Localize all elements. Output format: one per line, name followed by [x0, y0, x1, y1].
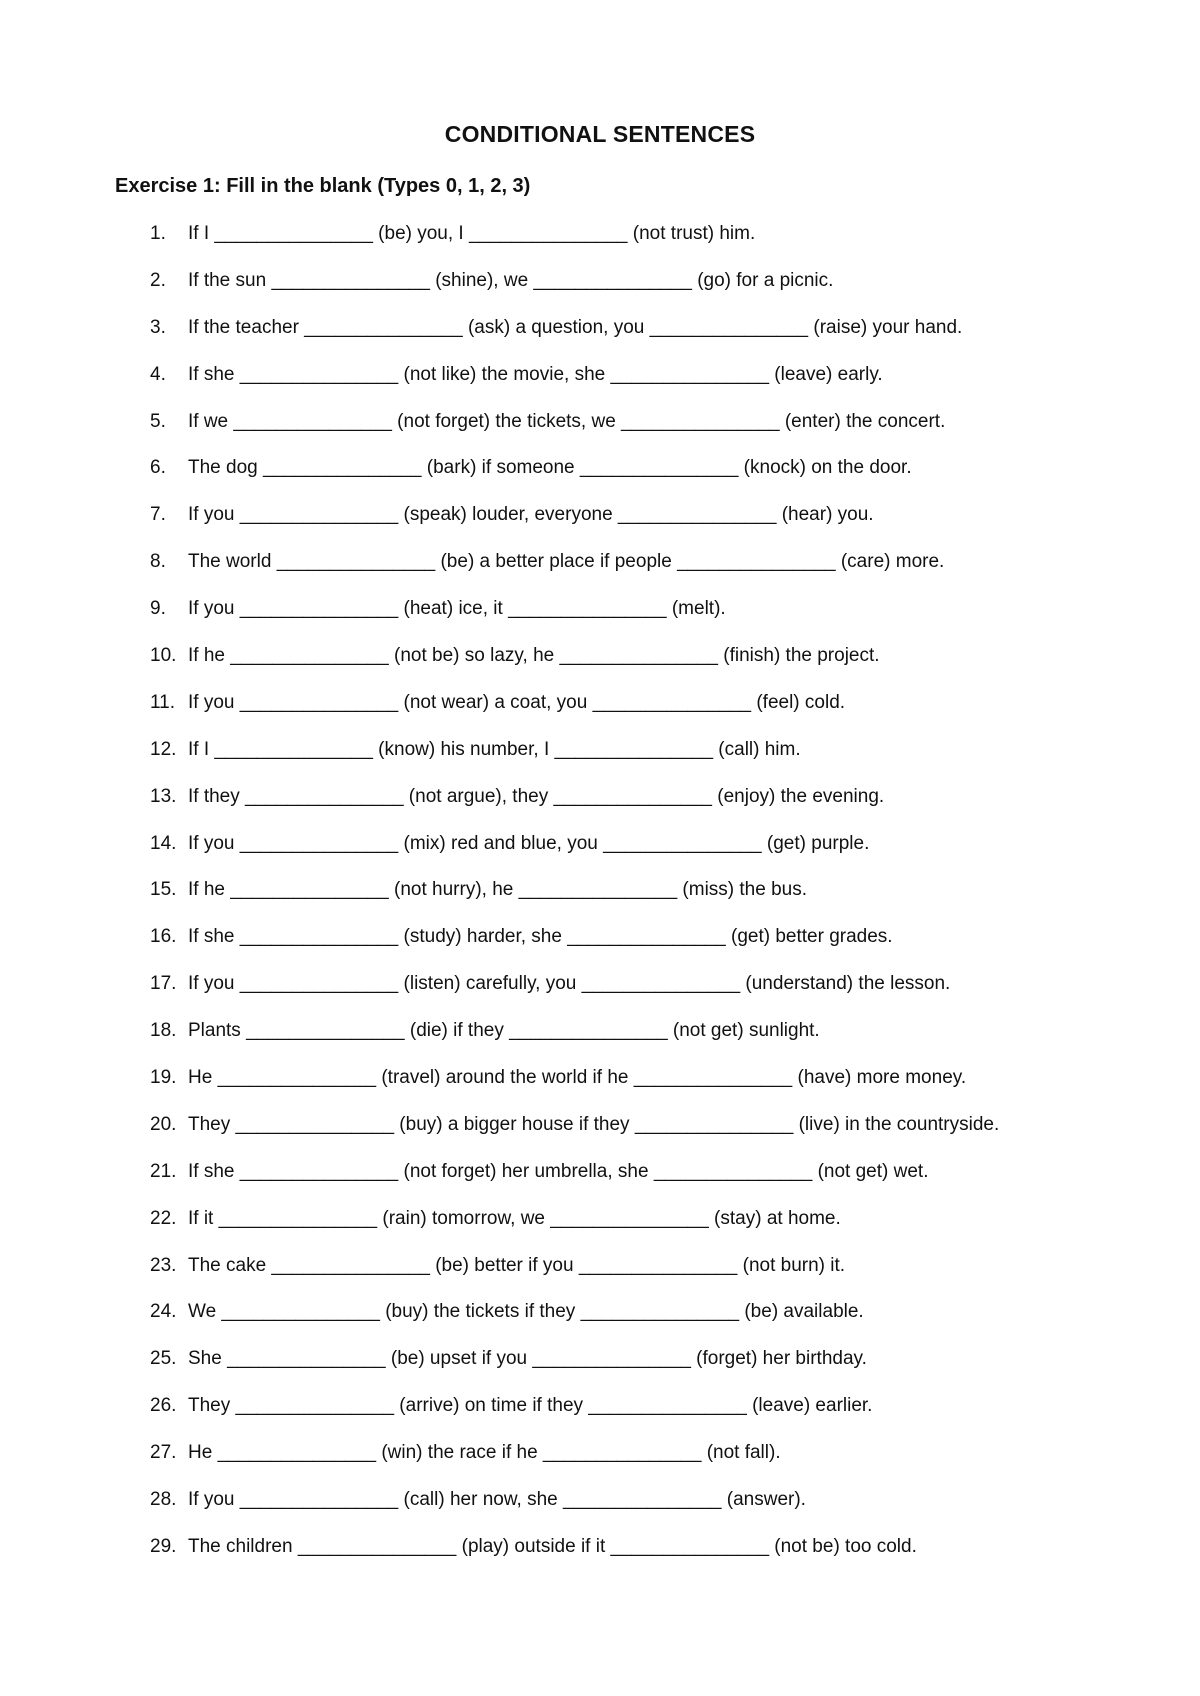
- exercise-item-number: 16.: [150, 926, 177, 948]
- exercise-item-number: 9.: [150, 598, 166, 620]
- exercise-item-number: 12.: [150, 738, 177, 760]
- exercise-item-text: If she _______________ (not forget) her umbrella, she _______________ (not get) wet.: [188, 1160, 929, 1182]
- exercise-item-number: 18.: [150, 1020, 177, 1042]
- exercise-item-text: If you _______________ (heat) ice, it _______________ (melt).: [188, 598, 726, 620]
- exercise-item-text: If she _______________ (study) harder, she _______________ (get) better grades.: [188, 926, 893, 948]
- exercise-item-text: He _______________ (win) the race if he _______________ (not fall).: [188, 1442, 781, 1464]
- exercise-item-number: 7.: [150, 504, 166, 526]
- exercise-item-number: 23.: [150, 1254, 177, 1276]
- exercise-item-text: The cake _______________ (be) better if you _______________ (not burn) it.: [188, 1254, 846, 1276]
- exercise-item-text: They _______________ (buy) a bigger house if they _______________ (live) in the countryside.: [188, 1113, 1000, 1135]
- exercise-item-number: 13.: [150, 785, 177, 807]
- exercise-item-text: If I _______________ (be) you, I _______________ (not trust) him.: [188, 223, 756, 244]
- exercise-item-text: The dog _______________ (bark) if someone _______________ (knock) on the door.: [188, 457, 912, 479]
- exercise-item-text: If you _______________ (mix) red and blue, you _______________ (get) purple.: [188, 832, 870, 854]
- exercise-item-text: We _______________ (buy) the tickets if they _______________ (be) available.: [188, 1301, 864, 1323]
- exercise-item-text: If you _______________ (call) her now, she _______________ (answer).: [188, 1489, 806, 1511]
- exercise-item-text: If he _______________ (not be) so lazy, he _______________ (finish) the project.: [188, 645, 880, 667]
- exercise-item-number: 19.: [150, 1067, 177, 1089]
- exercise-item-number: 14.: [150, 832, 177, 854]
- exercise-item-text: She _______________ (be) upset if you _______________ (forget) her birthday.: [188, 1348, 867, 1370]
- exercise-item-number: 28.: [150, 1489, 177, 1511]
- exercise-item-number: 26.: [150, 1395, 177, 1417]
- page-title: CONDITIONAL SENTENCES: [444, 121, 756, 147]
- exercise-item-number: 11.: [150, 691, 176, 713]
- exercise-item-number: 27.: [150, 1442, 177, 1464]
- exercise-item-number: 3.: [150, 316, 166, 338]
- exercise-item-number: 15.: [150, 879, 177, 901]
- exercise-heading: Exercise 1: Fill in the blank (Types 0, 1, 2, 3): [115, 175, 531, 197]
- exercise-item-text: If you _______________ (not wear) a coat, you _______________ (feel) cold.: [188, 691, 846, 713]
- exercise-item-number: 5.: [150, 410, 166, 432]
- exercise-item-text: Plants _______________ (die) if they _______________ (not get) sunlight.: [188, 1020, 820, 1042]
- exercise-item-number: 4.: [150, 363, 166, 385]
- exercise-item-number: 8.: [150, 551, 166, 573]
- exercise-item-text: If she _______________ (not like) the movie, she _______________ (leave) early.: [188, 363, 883, 385]
- exercise-item-number: 22.: [150, 1207, 177, 1229]
- exercise-item-text: If you _______________ (speak) louder, everyone _______________ (hear) you.: [188, 504, 874, 526]
- exercise-item-text: If it _______________ (rain) tomorrow, we _______________ (stay) at home.: [188, 1207, 841, 1229]
- exercise-item-text: If you _______________ (listen) carefully, you _______________ (understand) the lesson.: [188, 973, 951, 995]
- exercise-item-text: If we _______________ (not forget) the tickets, we _______________ (enter) the concert.: [188, 410, 946, 432]
- exercise-item-number: 25.: [150, 1348, 177, 1370]
- exercise-item-text: They _______________ (arrive) on time if they _______________ (leave) earlier.: [188, 1395, 873, 1417]
- exercise-item-text: If he _______________ (not hurry), he _______________ (miss) the bus.: [188, 879, 808, 901]
- exercise-item-number: 20.: [150, 1113, 177, 1135]
- exercise-item-number: 10.: [150, 645, 177, 667]
- exercise-item-text: The children _______________ (play) outside if it _______________ (not be) too cold.: [188, 1535, 917, 1557]
- exercise-item-number: 2.: [150, 269, 166, 291]
- exercise-item-text: The world _______________ (be) a better place if people _______________ (care) more.: [188, 551, 945, 573]
- exercise-item-number: 17.: [150, 973, 177, 995]
- exercise-item-number: 6.: [150, 457, 166, 479]
- exercise-item-text: If the sun _______________ (shine), we _______________ (go) for a picnic.: [188, 269, 834, 291]
- exercise-item-number: 1.: [150, 223, 166, 244]
- exercise-item-text: He _______________ (travel) around the world if he _______________ (have) more money.: [188, 1067, 967, 1089]
- exercise-item-text: If they _______________ (not argue), they _______________ (enjoy) the evening.: [188, 785, 885, 807]
- exercise-item-number: 21.: [150, 1160, 177, 1182]
- exercise-item-number: 24.: [150, 1301, 177, 1323]
- exercise-item-text: If the teacher _______________ (ask) a question, you _______________ (raise) your hand.: [188, 316, 963, 338]
- exercise-item-number: 29.: [150, 1535, 177, 1557]
- exercise-item-text: If I _______________ (know) his number, I _______________ (call) him.: [188, 738, 801, 760]
